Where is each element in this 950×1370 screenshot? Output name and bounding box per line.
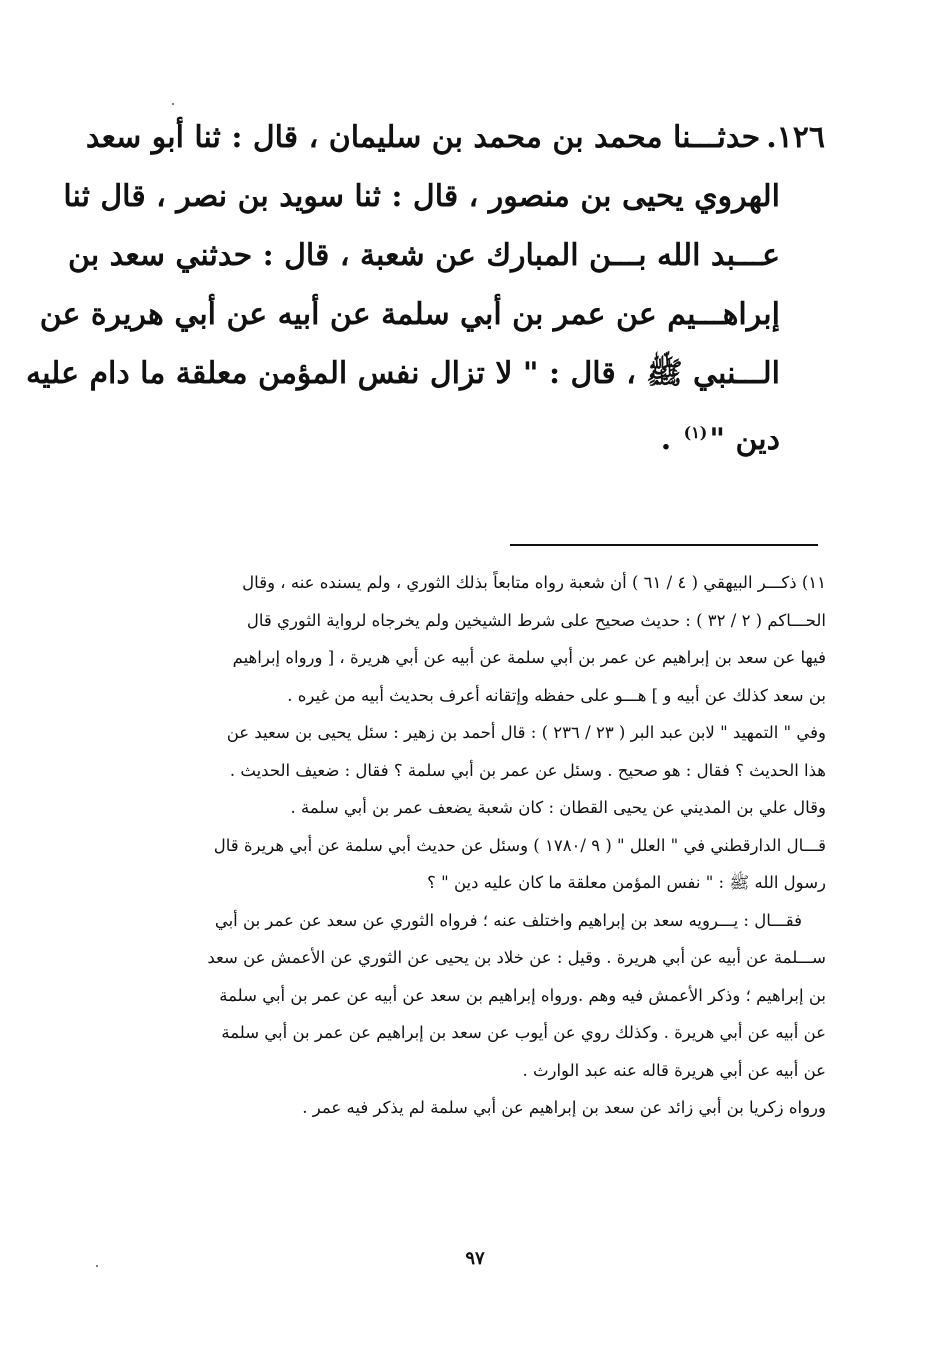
scan-speck <box>172 103 174 105</box>
hadith-line-4: إبراهـــيم عن عمر بن أبي سلمة عن أبيه عن أبي هريرة عن <box>39 297 780 332</box>
footnote-line: قـــال الدارقطني في " العلل " ( ٩ /١٧٨٠ ) وسئل عن حديث أبي سلمة عن أبي هريرة قال <box>213 835 826 855</box>
hadith-line-3: عـــبد الله بـــن المبارك عن شعبة ، قال : حدثني سعد بن <box>68 238 780 273</box>
footnote-divider <box>510 544 818 546</box>
footnote-line: بن إبراهيم ؛ وذكر الأعمش فيه وهم .ورواه إبراهيم بن سعد عن أبيه عن عمر بن أبي سلمة <box>219 985 826 1005</box>
footnote-line: وقال علي بن المديني عن يحيى القطان : كان شعبة يضعف عمر بن أبي سلمة . <box>290 798 826 817</box>
footnote-line: فقـــال : يـــرويه سعد بن إبراهيم واختلف عنه ؛ فرواه الثوري عن سعد عن عمر بن أبي <box>214 910 802 930</box>
footnote-line: الحـــاكم ( ٢ / ٣٢ ) : حديث صحيح على شرط الشيخين ولم يخرجاه لرواية الثوري قال <box>246 610 826 630</box>
hadith-text <box>26 108 825 462</box>
footnote-reference: (١) <box>683 423 708 442</box>
hadith-line-text: حدثـــنا محمد بن محمد بن سليمان ، قال : ثنا أبو سعد <box>85 120 761 155</box>
hadith-number: ١٢٦. <box>766 120 825 155</box>
footnote-line: ورواه زكريا بن أبي زائد عن سعد بن إبراهيم عن أبي سلمة لم يذكر فيه عمر . <box>302 1098 826 1117</box>
hadith-line-6 <box>150 403 825 462</box>
footnote-line: فيها عن سعد بن إبراهيم عن عمر بن أبي سلمة عن أبيه عن أبي هريرة ، [ ورواه إبراهيم <box>232 648 826 667</box>
hadith-line-2: الهروي يحيى بن منصور ، قال : ثنا سويد بن نصر ، قال ثنا <box>63 179 780 214</box>
hadith-line-1 <box>85 108 825 167</box>
hadith-line-text: دين " <box>709 422 780 457</box>
footnote-line: ١١) ذكـــر البيهقي ( ٤ / ٦١ ) أن شعبة رواه متابعاً بذلك الثوري ، ولم يسنده عنه ، وقال <box>242 573 826 592</box>
hadith-end-mark: . <box>660 422 672 457</box>
footnote-line: ســـلمة عن أبيه عن أبي هريرة . وقيل : عن خلاد بن يحيى عن الثوري عن الأعمش عن سعد <box>207 948 826 967</box>
hadith-line-5: الـــنبي ﷺ ، قال : " لا تزال نفس المؤمن معلقة ما دام عليه <box>26 356 780 391</box>
scan-speck <box>96 1265 98 1267</box>
footnote-line: عن أبيه عن أبي هريرة . وكذلك روي عن أيوب عن سعد بن إبراهيم عن عمر بن أبي سلمة <box>221 1023 826 1042</box>
footnote-line: وفي " التمهيد " لابن عبد البر ( ٢٣ / ٢٣٦ ) : قال أحمد بن زهير : سئل يحيى بن سعيد عن <box>226 723 826 742</box>
footnote-line: رسول الله ﷺ : " نفس المؤمن معلقة ما كان عليه دين " ؟ <box>427 873 826 892</box>
footnote-line: هذا الحديث ؟ فقال : هو صحيح . وسئل عن عمر بن أبي سلمة ؟ فقال : ضعيف الحديث . <box>229 760 826 780</box>
page-number: ٩٧ <box>465 1248 485 1269</box>
footnote-line: عن أبيه عن أبي هريرة قاله عنه عبد الوارث . <box>522 1060 826 1080</box>
footnotes <box>160 564 826 1127</box>
footnote-line: بن سعد كذلك عن أبيه و ] هـــو على حفظه وإتقانه أعرف بحديث أبيه من غيره . <box>287 685 826 705</box>
